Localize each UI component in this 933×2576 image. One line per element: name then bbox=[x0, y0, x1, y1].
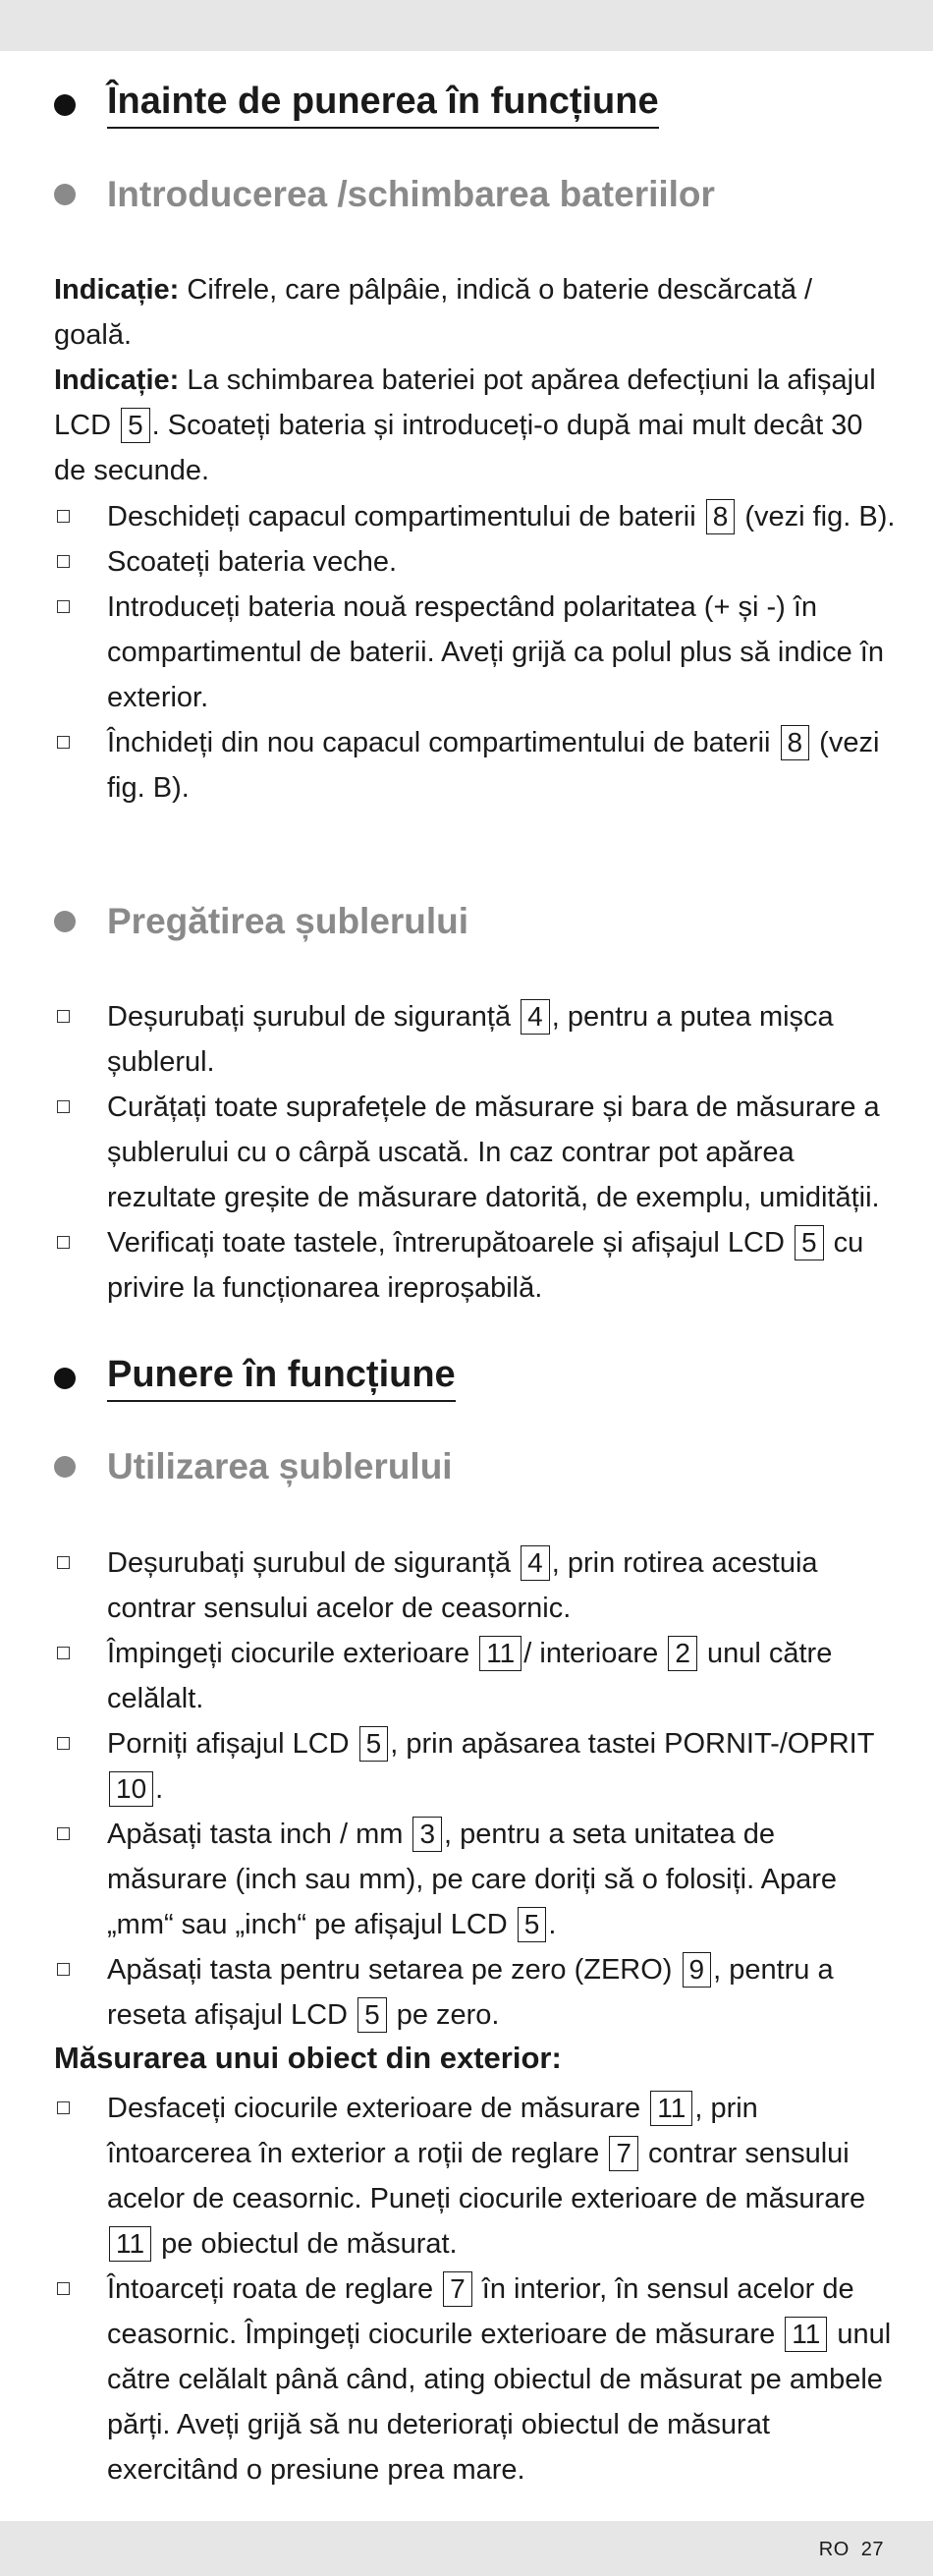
checkbox-bullet-icon bbox=[57, 2282, 70, 2295]
bullet-dot bbox=[54, 184, 76, 205]
measure-outside-heading: Măsurarea unui obiect din exterior: bbox=[54, 2041, 562, 2075]
ref-number: 5 bbox=[121, 408, 150, 443]
ref-number: 4 bbox=[521, 1545, 550, 1581]
section-heading-commissioning: Punere în funcțiune bbox=[54, 1354, 456, 1402]
list-item: Închideți din nou capacul compartimentului de baterii 8 (vezi fig. B). bbox=[54, 720, 899, 811]
checkbox-bullet-icon bbox=[57, 1010, 70, 1023]
checkbox-bullet-icon bbox=[57, 1963, 70, 1976]
subsection-heading-batteries: Introducerea /schimbarea bateriilor bbox=[54, 174, 715, 215]
checkbox-bullet-icon bbox=[57, 1647, 70, 1659]
ref-number: 11 bbox=[479, 1636, 521, 1671]
list-item: Apăsați tasta pentru setarea pe zero (ZERO) 9 , pentru a reseta afișajul LCD 5 pe zero. bbox=[54, 1947, 899, 2038]
ref-number: 5 bbox=[359, 1726, 389, 1762]
section-heading-before-use: Înainte de punerea în funcțiune bbox=[54, 81, 659, 129]
ref-number: 2 bbox=[668, 1636, 697, 1671]
bullet-dot bbox=[54, 1368, 76, 1389]
list-item: Împingeți ciocurile exterioare 11 / interioare 2 unul către celălalt. bbox=[54, 1631, 899, 1721]
checkbox-bullet-icon bbox=[57, 1556, 70, 1569]
ref-number: 8 bbox=[706, 499, 736, 534]
ref-number: 5 bbox=[795, 1225, 824, 1260]
checkbox-bullet-icon bbox=[57, 1737, 70, 1750]
bullet-dot bbox=[54, 1456, 76, 1478]
bullet-dot bbox=[54, 94, 76, 116]
list-item: Scoateți bateria veche. bbox=[54, 539, 899, 585]
ref-number: 11 bbox=[109, 2226, 151, 2262]
ref-number: 7 bbox=[609, 2136, 638, 2171]
bullet-dot bbox=[54, 911, 76, 932]
checkbox-bullet-icon bbox=[57, 1100, 70, 1113]
ref-number: 8 bbox=[781, 725, 810, 760]
note-battery-change: Indicație: La schimbarea bateriei pot apărea defecțiuni la afișajul LCD 5 . Scoateți bateria și introduceți-o după mai mult decât 30 de secunde. bbox=[54, 364, 876, 486]
checkbox-bullet-icon bbox=[57, 736, 70, 749]
subsection-heading-preparation: Pregătirea șublerului bbox=[54, 901, 468, 942]
ref-number: 11 bbox=[650, 2091, 692, 2126]
list-item: Apăsați tasta inch / mm 3 , pentru a seta unitatea de măsurare (inch sau mm), pe care doriți să o folosiți. Apare „mm“ sau „inch“ pe afișajul LCD 5 . bbox=[54, 1812, 899, 1947]
list-item: Deșurubați șurubul de siguranță 4 , prin rotirea acestuia contrar sensului acelor de ceasornic. bbox=[54, 1540, 899, 1631]
ref-number: 3 bbox=[412, 1817, 442, 1852]
page-number: RO 27 bbox=[818, 2539, 884, 2560]
list-item: Curățați toate suprafețele de măsurare și bara de măsurare a șublerului cu o cârpă uscată. In caz contrar pot apărea rezultate greșite de măsurare datorită, de exemplu, umidității. bbox=[54, 1085, 899, 1220]
ref-number: 10 bbox=[109, 1771, 153, 1807]
checkbox-bullet-icon bbox=[57, 2101, 70, 2114]
ref-number: 11 bbox=[785, 2317, 827, 2352]
list-item: Porniți afișajul LCD 5 , prin apăsarea tastei PORNIT-/OPRIT 10 . bbox=[54, 1721, 899, 1812]
ref-number: 9 bbox=[683, 1952, 712, 1988]
checkbox-bullet-icon bbox=[57, 600, 70, 613]
checkbox-bullet-icon bbox=[57, 1236, 70, 1249]
list-item: Desfaceți ciocurile exterioare de măsurare 11 , prin întoarcerea în exterior a roții de reglare 7 contrar sensului acelor de ceasornic. Puneți ciocurile exterioare de măsurare 11 pe obiectul de măsurat. bbox=[54, 2086, 899, 2267]
checkbox-bullet-icon bbox=[57, 1827, 70, 1840]
battery-steps-list bbox=[54, 494, 899, 811]
ref-number: 5 bbox=[518, 1907, 547, 1942]
ref-number: 5 bbox=[357, 1997, 387, 2033]
measure-steps-list bbox=[54, 2086, 899, 2492]
list-item: Verificați toate tastele, întrerupătoarele și afișajul LCD 5 cu privire la funcționarea ireproșabilă. bbox=[54, 1220, 899, 1311]
list-item: Întoarceți roata de reglare 7 în interior, în sensul acelor de ceasornic. Împingeți ciocurile exterioare de măsurare 11 unul către celălalt până când, ating obiectul de măsurat pe ambele părți. Aveți grijă să nu deteriorați obiectul de măsurat exercitând o presiune prea mare. bbox=[54, 2267, 899, 2492]
checkbox-bullet-icon bbox=[57, 555, 70, 568]
ref-number: 4 bbox=[521, 999, 550, 1035]
list-item: Deșurubați șurubul de siguranță 4 , pentru a putea mișca șublerul. bbox=[54, 994, 899, 1085]
preparation-steps-list bbox=[54, 994, 899, 1311]
note-flashing-digits: Indicație: Cifrele, care pâlpâie, indică o baterie descărcată / goală. bbox=[54, 274, 813, 351]
list-item: Deschideți capacul compartimentului de baterii 8 (vezi fig. B). bbox=[54, 494, 899, 539]
ref-number: 7 bbox=[443, 2271, 472, 2307]
top-bar bbox=[0, 0, 933, 51]
subsection-heading-usage: Utilizarea șublerului bbox=[54, 1446, 453, 1487]
checkbox-bullet-icon bbox=[57, 510, 70, 523]
list-item: Introduceți bateria nouă respectând polaritatea (+ și -) în compartimentul de baterii. Aveți grijă ca polul plus să indice în exterior. bbox=[54, 585, 899, 720]
page-footer bbox=[0, 2521, 933, 2576]
usage-steps-list bbox=[54, 1540, 899, 2038]
